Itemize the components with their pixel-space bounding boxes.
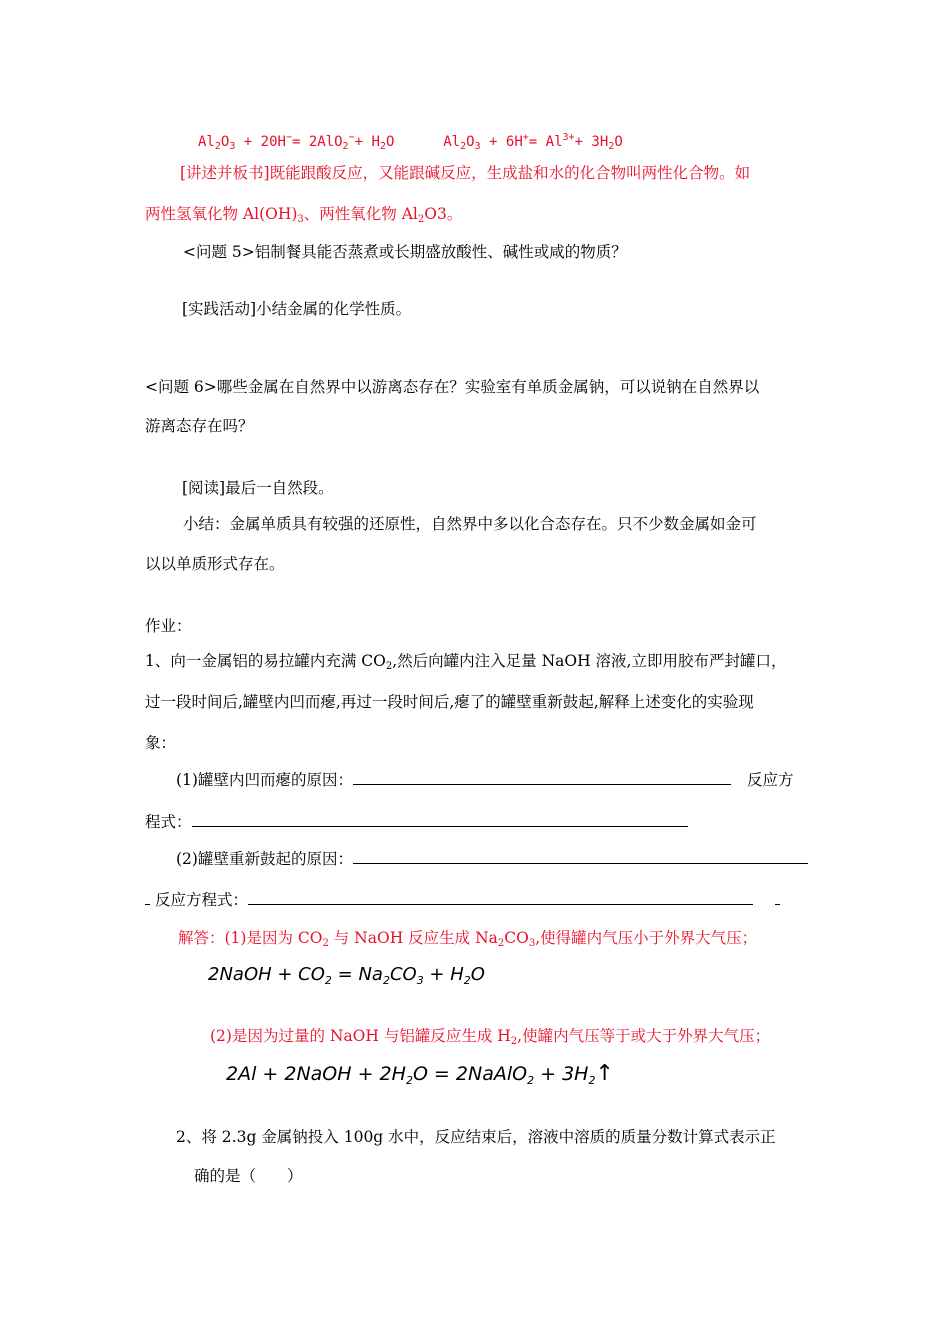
blank-1-row: (1)罐壁内凹而瘪的原因： 反应方 bbox=[176, 771, 794, 789]
homework-q1-line-1: 1、向一金属铝的易拉罐内充满 $CO_2$,然后向罐内注入足量 NaOH 溶液,立即用胶布严封罐口， bbox=[145, 652, 787, 672]
homework-q1-line-2: 过一段时间后,罐壁内凹而瘪,再过一段时间后,瘪了的罐壁重新鼓起,解释上述变化的实验现 bbox=[145, 693, 754, 711]
reading-note: [阅读]最后一自然段。 bbox=[182, 479, 334, 497]
summary-line-1: 小结：金属单质具有较强的还原性，自然界中多以化合态存在。只不少数金属如金可 bbox=[183, 515, 757, 533]
summary-line-2: 以以单质形式存在。 bbox=[145, 555, 285, 573]
alumina-reactions-line bbox=[198, 128, 623, 157]
equation-1: 2NaOH + $CO_2 = Na_2CO_3 + H_2O$ bbox=[208, 964, 485, 987]
gas-arrow-icon: ↑ bbox=[595, 1061, 614, 1086]
blank-2b-row: 反应方程式： bbox=[145, 890, 780, 910]
homework-title: 作业： bbox=[145, 617, 192, 635]
answer-blank-2[interactable] bbox=[353, 849, 808, 864]
homework-q1-line-3: 象： bbox=[145, 734, 177, 752]
answer-1: 解答：(1)是因为 $CO_2$ 与 NaOH 反应生成 $Na_2CO_3$,使得罐内气压小于外界大气压； bbox=[178, 929, 758, 949]
lecture-line-2: 两性氢氧化物 $Al(OH)_3$、两性氧化物 $Al_2O3$。 bbox=[145, 205, 463, 225]
practice-activity: [实践活动]小结金属的化学性质。 bbox=[182, 300, 412, 318]
equation-2: 2Al + 2NaOH + $2H_2O$ = 2NaAlO$_2$ + $3H_2↑$ bbox=[226, 1061, 614, 1087]
blank-2-row: (2)罐壁重新鼓起的原因： bbox=[176, 849, 808, 869]
homework-q2-line-1: 2、将 2.3g 金属钠投入 100g 水中，反应结束后，溶液中溶质的质量分数计算式表示正 bbox=[176, 1128, 776, 1146]
answer-blank-2b[interactable] bbox=[248, 890, 753, 905]
alumina-acid-reaction: $Al_2O_3 + 6H^+= Al^{3+}+ 3H_2O$ bbox=[443, 132, 623, 152]
answer-2: (2)是因为过量的 NaOH 与铝罐反应生成 $H_2$,使罐内气压等于或大于外界大气压； bbox=[210, 1027, 771, 1047]
answer-blank-1[interactable] bbox=[353, 770, 731, 785]
answer-blank-1b[interactable] bbox=[192, 812, 688, 827]
alumina-base-reaction: $Al_2O_3 + 20H^-= 2AlO_2^-+ H_2O$ bbox=[198, 132, 395, 152]
question-5: <问题 5>铝制餐具能否蒸煮或长期盛放酸性、碱性或咸的物质？ bbox=[183, 243, 627, 261]
blank-1b-row: 程式： bbox=[145, 812, 688, 832]
homework-q2-line-2: 确的是（ ） bbox=[194, 1167, 303, 1185]
question-6-line-1: <问题 6>哪些金属在自然界中以游离态存在？实验室有单质金属钠，可以说钠在自然界以 bbox=[145, 378, 760, 396]
lecture-line-1: [讲述并板书]既能跟酸反应，又能跟碱反应，生成盐和水的化合物叫两性化合物。如 bbox=[180, 164, 751, 182]
question-6-line-2: 游离态存在吗？ bbox=[145, 417, 254, 435]
